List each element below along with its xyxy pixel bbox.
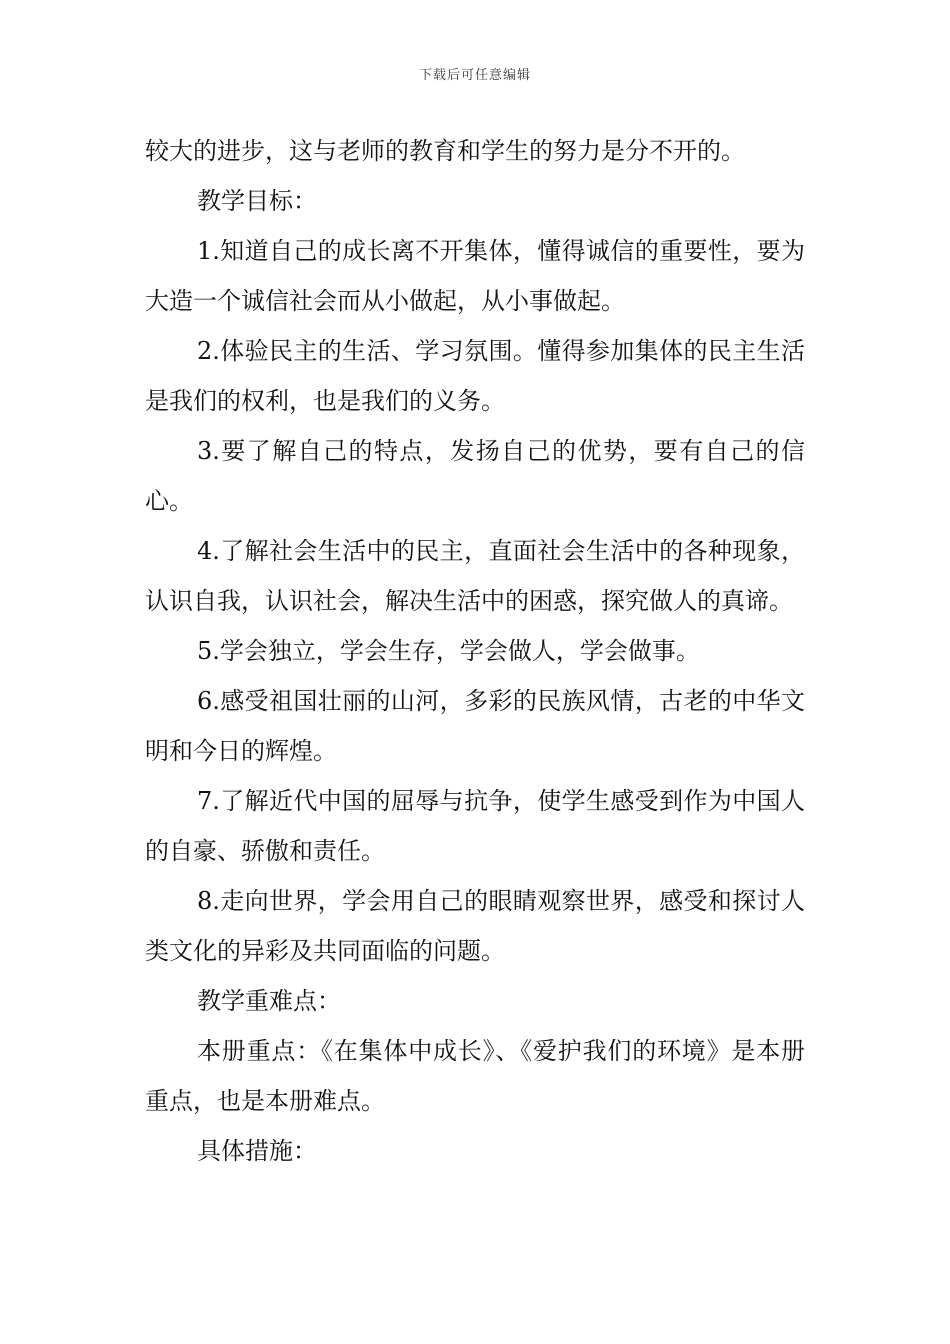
- goal-item-6: 6.感受祖国壮丽的山河，多彩的民族风情，古老的中华文明和今日的辉煌。: [145, 687, 805, 765]
- continuation-paragraph: 较大的进步，这与老师的教育和学生的努力是分不开的。: [145, 137, 745, 165]
- section-heading-teaching-goals: 教学目标：: [197, 187, 317, 215]
- page-header: 下载后可任意编辑: [418, 68, 531, 83]
- goal-item-1: 1.知道自己的成长离不开集体，懂得诚信的重要性，要为大造一个诚信社会而从小做起，从小事做起。: [145, 237, 805, 315]
- key-points-paragraph: 本册重点：《在集体中成长》、《爱护我们的环境》是本册重点，也是本册难点。: [145, 1037, 805, 1115]
- goal-item-5: 5.学会独立，学会生存，学会做人，学会做事。: [197, 637, 700, 665]
- goal-item-8: 8.走向世界，学会用自己的眼睛观察世界，感受和探讨人类文化的异彩及共同面临的问题。: [145, 887, 805, 965]
- goal-item-7: 7.了解近代中国的屈辱与抗争，使学生感受到作为中国人的自豪、骄傲和责任。: [145, 787, 805, 865]
- section-heading-measures: 具体措施：: [197, 1137, 317, 1165]
- section-heading-key-points: 教学重难点：: [197, 987, 341, 1015]
- goal-item-4: 4.了解社会生活中的民主，直面社会生活中的各种现象，认识自我，认识社会，解决生活中的困惑，探究做人的真谛。: [145, 537, 805, 615]
- document-body: [145, 126, 805, 1176]
- goal-item-3: 3.要了解自己的特点，发扬自己的优势，要有自己的信心。: [145, 437, 805, 515]
- goal-item-2: 2.体验民主的生活、学习氛围。懂得参加集体的民主生活是我们的权利，也是我们的义务。: [145, 337, 805, 415]
